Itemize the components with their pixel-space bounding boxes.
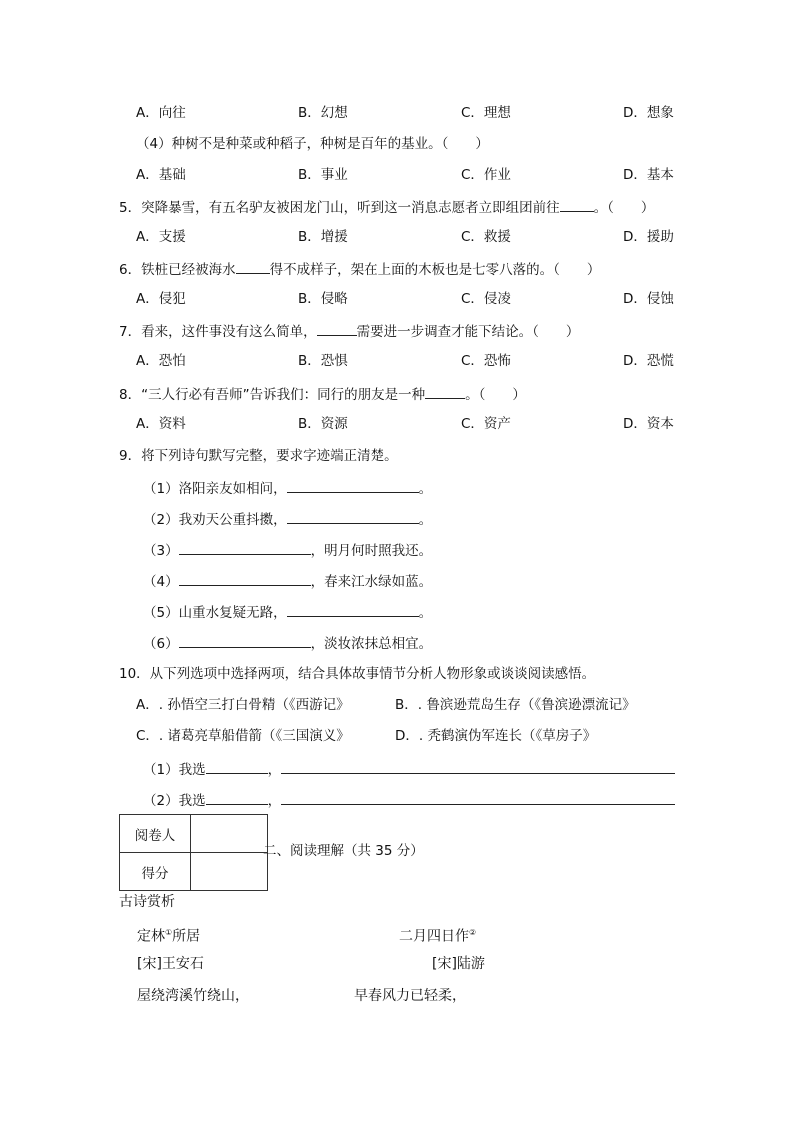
q8-option-b[interactable]: B．资源 <box>298 416 348 432</box>
question-8-tail: 。（ ） <box>465 387 526 403</box>
answer-blank[interactable] <box>179 571 311 586</box>
answer-prefix: （1）我选 <box>143 762 206 778</box>
footnote-marker[interactable]: ② <box>469 928 477 937</box>
poem-2-line-1: 早春风力已轻柔， <box>354 988 466 1004</box>
q5-option-d[interactable]: D．援助 <box>623 229 674 245</box>
answer-comma: ， <box>267 793 282 809</box>
answer-blank[interactable] <box>560 197 594 212</box>
q10-option-b[interactable]: B．. 鲁滨逊荒岛生存（《鲁滨逊漂流记》 <box>395 697 636 713</box>
question-5-text: 5．突降暴雪，有五名驴友被困龙门山，听到这一消息志愿者立即组团前往 <box>119 200 560 216</box>
poem-1-line-1: 屋绕湾溪竹绕山， <box>137 988 249 1004</box>
q3-option-c[interactable]: C．理想 <box>461 105 511 121</box>
poem-fill-tail: 。 <box>418 605 433 621</box>
q10-option-a[interactable]: A．. 孙悟空三打白骨精（《西游记》 <box>136 697 350 713</box>
poem-fill-tail: ，明月何时照我还。 <box>310 543 433 559</box>
choice-blank[interactable] <box>206 790 268 805</box>
poem-fill-text: （6） <box>143 636 179 652</box>
question-9-title: 9．将下列诗句默写完整，要求字迹端正清楚。 <box>119 448 398 464</box>
q6-option-a[interactable]: A．侵犯 <box>136 291 186 307</box>
q7-option-b[interactable]: B．恐惧 <box>298 353 348 369</box>
q7-option-a[interactable]: A．恐怕 <box>136 353 186 369</box>
poem-fill-tail: 。 <box>418 512 433 528</box>
answer-comma: ， <box>267 762 282 778</box>
question-5 <box>119 197 654 217</box>
answer-blank[interactable] <box>287 509 419 524</box>
question-8-text: 8．“三人行必有吾师”告诉我们：同行的朋友是一种 <box>119 387 426 403</box>
answer-blank[interactable] <box>287 478 419 493</box>
reviewer-label: 阅卷人 <box>120 815 191 853</box>
answer-blank[interactable] <box>236 259 270 274</box>
question-4-sub: （4）种树不是种菜或种稻子，种树是百年的基业。（ ） <box>136 136 489 152</box>
answer-line[interactable] <box>281 790 675 805</box>
poem-fill-tail: ，淡妆浓抹总相宜。 <box>310 636 433 652</box>
q6-option-c[interactable]: C．侵凌 <box>461 291 511 307</box>
poem-2-title <box>399 924 476 946</box>
q6-option-d[interactable]: D．侵蚀 <box>623 291 674 307</box>
question-7-tail: 需要进一步调查才能下结论。（ ） <box>356 324 580 340</box>
choice-blank[interactable] <box>206 759 268 774</box>
answer-blank[interactable] <box>317 321 357 336</box>
q4-option-d[interactable]: D．基本 <box>623 167 674 183</box>
q10-option-c[interactable]: C．. 诸葛亮草船借箭（《三国演义》 <box>136 728 350 744</box>
q8-option-a[interactable]: A．资料 <box>136 416 186 432</box>
poem-fill-text: （1）洛阳亲友如相问， <box>143 481 287 497</box>
poem-2-author: [宋]陆游 <box>432 956 485 972</box>
question-10-title: 10．从下列选项中选择两项，结合具体故事情节分析人物形象或谈谈阅读感悟。 <box>119 666 596 682</box>
answer-prefix: （2）我选 <box>143 793 206 809</box>
poem-title-text: 定林 <box>137 928 165 945</box>
q3-option-d[interactable]: D．想象 <box>623 105 674 121</box>
section-heading: 二、阅读理解（共 35 分） <box>263 843 424 859</box>
q4-option-a[interactable]: A．基础 <box>136 167 186 183</box>
answer-blank[interactable] <box>179 633 311 648</box>
question-6-text: 6．铁桩已经被海水 <box>119 262 236 278</box>
q10-answer-2 <box>143 790 675 810</box>
q3-option-b[interactable]: B．幻想 <box>298 105 348 121</box>
q6-option-b[interactable]: B．侵略 <box>298 291 348 307</box>
question-5-tail: 。（ ） <box>593 200 655 216</box>
q7-option-d[interactable]: D．恐慌 <box>623 353 674 369</box>
poem-fill-text: （3） <box>143 543 179 559</box>
q10-option-d[interactable]: D．. 秃鹤演伪军连长（《草房子》 <box>395 728 597 744</box>
score-table <box>119 814 268 891</box>
q7-option-c[interactable]: C．恐怖 <box>461 353 511 369</box>
poetry-heading: 古诗赏析 <box>119 894 175 910</box>
poem-title-text: 二月四日作 <box>399 928 469 945</box>
poem-fill-6 <box>143 633 432 653</box>
q8-option-d[interactable]: D．资本 <box>623 416 674 432</box>
question-8 <box>119 384 526 404</box>
footnote-marker[interactable]: ① <box>165 928 173 937</box>
q5-option-a[interactable]: A．支援 <box>136 229 186 245</box>
poem-title-tail: 所居 <box>172 928 201 945</box>
poem-fill-tail: 。 <box>418 481 433 497</box>
poem-1-title <box>137 924 200 946</box>
poem-fill-tail: ，春来江水绿如蓝。 <box>310 574 433 590</box>
answer-line[interactable] <box>281 759 675 774</box>
q3-option-a[interactable]: A．向往 <box>136 105 186 121</box>
poem-fill-3 <box>143 540 432 560</box>
question-6-tail: 得不成样子，架在上面的木板也是七零八落的。（ ） <box>269 262 601 278</box>
poem-fill-5 <box>143 602 432 622</box>
poem-fill-text: （5）山重水复疑无路， <box>143 605 287 621</box>
poem-fill-text: （2）我劝天公重抖擞， <box>143 512 287 528</box>
q5-option-b[interactable]: B．增援 <box>298 229 348 245</box>
poem-fill-2 <box>143 509 432 529</box>
q8-option-c[interactable]: C．资产 <box>461 416 511 432</box>
poem-fill-text: （4） <box>143 574 179 590</box>
answer-blank[interactable] <box>179 540 311 555</box>
question-6 <box>119 259 600 279</box>
poem-fill-1 <box>143 478 432 498</box>
poem-fill-4 <box>143 571 432 591</box>
q10-answer-1 <box>143 759 675 779</box>
question-7-text: 7．看来，这件事没有这么简单， <box>119 324 317 340</box>
poem-1-author: [宋]王安石 <box>137 956 204 972</box>
answer-blank[interactable] <box>425 384 465 399</box>
reviewer-box[interactable] <box>191 815 268 853</box>
question-7 <box>119 321 579 341</box>
q4-option-c[interactable]: C．作业 <box>461 167 511 183</box>
score-label: 得分 <box>120 853 191 891</box>
score-box[interactable] <box>191 853 268 891</box>
q5-option-c[interactable]: C．救援 <box>461 229 511 245</box>
q4-option-b[interactable]: B．事业 <box>298 167 348 183</box>
answer-blank[interactable] <box>287 602 419 617</box>
